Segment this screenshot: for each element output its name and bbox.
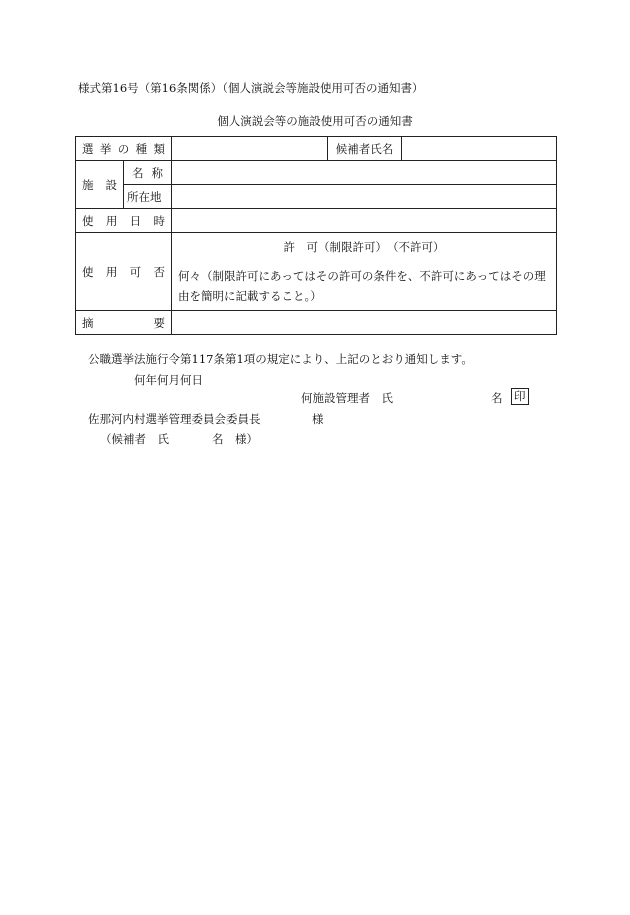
- usage-datetime-value[interactable]: [172, 209, 557, 233]
- permission-value-cell: [172, 233, 557, 311]
- seal-mark: 印: [511, 388, 529, 405]
- summary-label: 摘 要: [82, 315, 165, 330]
- form-number: 様式第16号（第16条関係）（個人演説会等施設使用可否の通知書）: [78, 81, 424, 95]
- permission-label-cell: [76, 233, 172, 311]
- facility-address-row: [76, 185, 557, 209]
- summary-label-cell: [76, 311, 172, 335]
- candidate-recipient-suffix: 名 様）: [212, 432, 258, 446]
- permission-row: [76, 233, 557, 311]
- permission-label: 使 用 可 否: [82, 264, 165, 279]
- election-type-row: [76, 137, 557, 161]
- summary-row: [76, 311, 557, 335]
- facility-name-label-cell: [124, 161, 172, 185]
- candidate-name-label: 候補者氏名: [328, 137, 402, 161]
- notification-statement: 公職選挙法施行令第117条第1項の規定により、上記のとおり通知します。: [88, 352, 473, 366]
- usage-datetime-label: 使 用 日 時: [82, 213, 165, 228]
- facility-manager-name-suffix: 名: [491, 391, 503, 405]
- facility-name-label: 名 称: [132, 165, 163, 180]
- candidate-name-value[interactable]: [402, 137, 557, 161]
- recipient-honorific: 様: [312, 412, 324, 426]
- document-title: 個人演説会等の施設使用可否の通知書: [217, 114, 413, 128]
- notification-form-table: [75, 136, 557, 335]
- facility-label: 施 設: [82, 177, 117, 192]
- recipient-title: 佐那河内村選挙管理委員会委員長: [88, 412, 261, 426]
- permission-note: 何々（制限許可にあってはその許可の条件を、不許可にあってはその理由を簡明に記載すること。）: [178, 269, 546, 303]
- facility-name-row: [76, 161, 557, 185]
- facility-name-value[interactable]: [172, 161, 557, 185]
- facility-address-value[interactable]: [172, 185, 557, 209]
- facility-address-label: 所在地: [124, 185, 172, 209]
- notification-date: 何年何月何日: [134, 373, 203, 387]
- usage-datetime-row: [76, 209, 557, 233]
- election-type-label: 選 挙 の 種 類: [82, 141, 165, 156]
- usage-datetime-label-cell: [76, 209, 172, 233]
- candidate-recipient-prefix: （候補者 氏: [100, 432, 169, 446]
- permission-options: 許 可（制限許可） （不許可）: [283, 240, 445, 254]
- facility-manager-label: 何施設管理者 氏: [301, 391, 393, 405]
- election-type-label-cell: [76, 137, 172, 161]
- facility-label-cell: [76, 161, 124, 209]
- election-type-value[interactable]: [172, 137, 328, 161]
- summary-value[interactable]: [172, 311, 557, 335]
